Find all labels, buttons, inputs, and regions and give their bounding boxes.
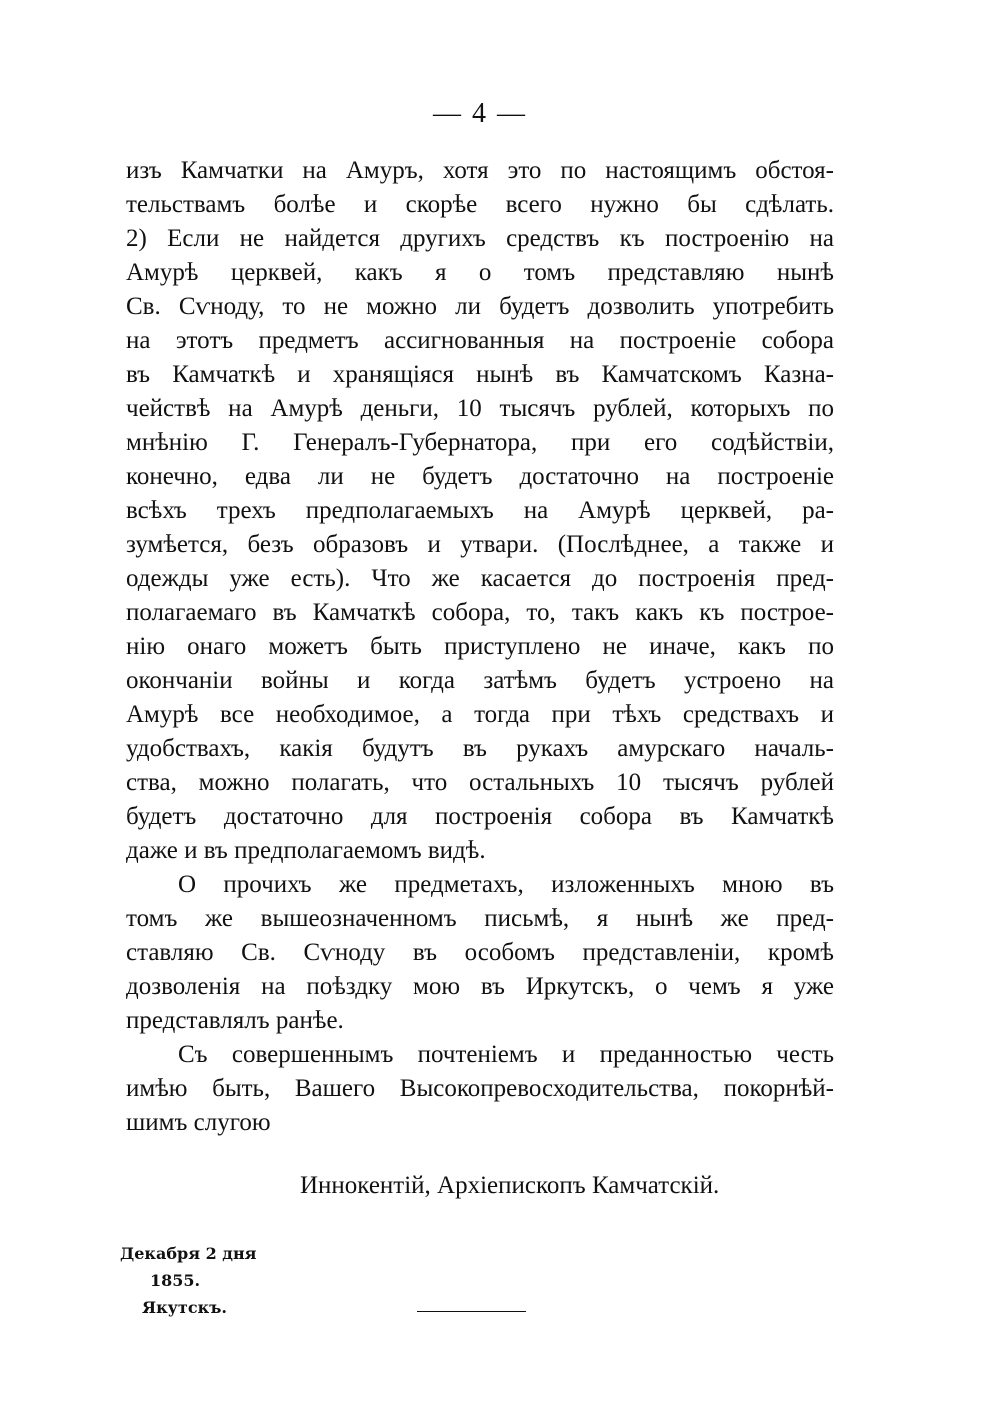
dateline: [120, 1240, 260, 1321]
text-line: окончаніи войны и когда затѣмъ будетъ устроено на: [126, 667, 834, 694]
text-line: томъ же вышеозначенномъ письмѣ, я нынѣ же пред-: [126, 905, 834, 932]
text-line: имѣю быть, Вашего Высокопревосходительства, покорнѣй-: [126, 1075, 834, 1102]
text-line: тельствамъ болѣе и скорѣе всего нужно бы сдѣлать.: [126, 191, 834, 218]
text-line: 2) Если не найдется другихъ средствъ къ построенію на: [126, 225, 834, 252]
dateline-date: Декабря 2 дня: [120, 1244, 257, 1263]
text-line: даже и въ предполагаемомъ видѣ.: [126, 837, 486, 864]
text-line: Амурѣ церквей, какъ я о томъ представляю нынѣ: [126, 259, 834, 286]
text-line: шимъ слугою: [126, 1109, 271, 1136]
text-line: О прочихъ же предметахъ, изложенныхъ мною въ: [178, 871, 834, 898]
text-line: всѣхъ трехъ предполагаемыхъ на Амурѣ церквей, ра-: [126, 497, 834, 524]
text-line: Св. Сѵноду, то не можно ли будетъ дозволить употребить: [126, 293, 834, 320]
text-line: ства, можно полагать, что остальныхъ 10 тысячъ рублей: [126, 769, 834, 796]
text-line: будетъ достаточно для построенія собора въ Камчаткѣ: [126, 803, 834, 830]
text-line: дозволенія на поѣздку мою въ Иркутскъ, о чемъ я уже: [126, 973, 834, 1000]
text-line: Амурѣ все необходимое, а тогда при тѣхъ средствахъ и: [126, 701, 834, 728]
dateline-place: Якутскъ.: [142, 1298, 227, 1317]
letter-body: [126, 154, 834, 1140]
text-line: въ Камчаткѣ и хранящіяся нынѣ въ Камчатскомъ Казна-: [126, 361, 834, 388]
signature-text: Иннокентій, Архіепископъ Камчатскій.: [300, 1172, 720, 1199]
text-line: одежды уже есть). Что же касается до построенія пред-: [126, 565, 834, 592]
text-line: на этотъ предметъ ассигнованныя на построеніе собора: [126, 327, 834, 354]
text-line: Съ совершеннымъ почтеніемъ и преданностью честь: [178, 1041, 834, 1068]
text-line: чействѣ на Амурѣ деньги, 10 тысячъ рублей, которыхъ по: [126, 395, 834, 422]
text-line: конечно, едва ли не будетъ достаточно на построеніе: [126, 463, 834, 490]
text-line: полагаемаго въ Камчаткѣ собора, то, такъ какъ къ построе-: [126, 599, 834, 626]
dateline-year: 1855.: [149, 1271, 201, 1290]
page-number: — 4 —: [433, 98, 527, 129]
text-line: изъ Камчатки на Амуръ, хотя это по настоящимъ обстоя-: [126, 157, 834, 184]
text-line: мнѣнію Г. Генералъ-Губернатора, при его содѣйствіи,: [126, 429, 834, 456]
text-line: представлялъ ранѣе.: [126, 1007, 344, 1034]
closing-rule: [417, 1311, 526, 1312]
text-line: удобствахъ, какія будутъ въ рукахъ амурскаго началь-: [126, 735, 834, 762]
text-line: зумѣется, безъ образовъ и утвари. (Послѣднее, а также и: [126, 531, 834, 558]
text-line: нію онаго можетъ быть приступлено не иначе, какъ по: [126, 633, 834, 660]
text-line: ставляю Св. Сѵноду въ особомъ представленіи, кромѣ: [126, 939, 834, 966]
